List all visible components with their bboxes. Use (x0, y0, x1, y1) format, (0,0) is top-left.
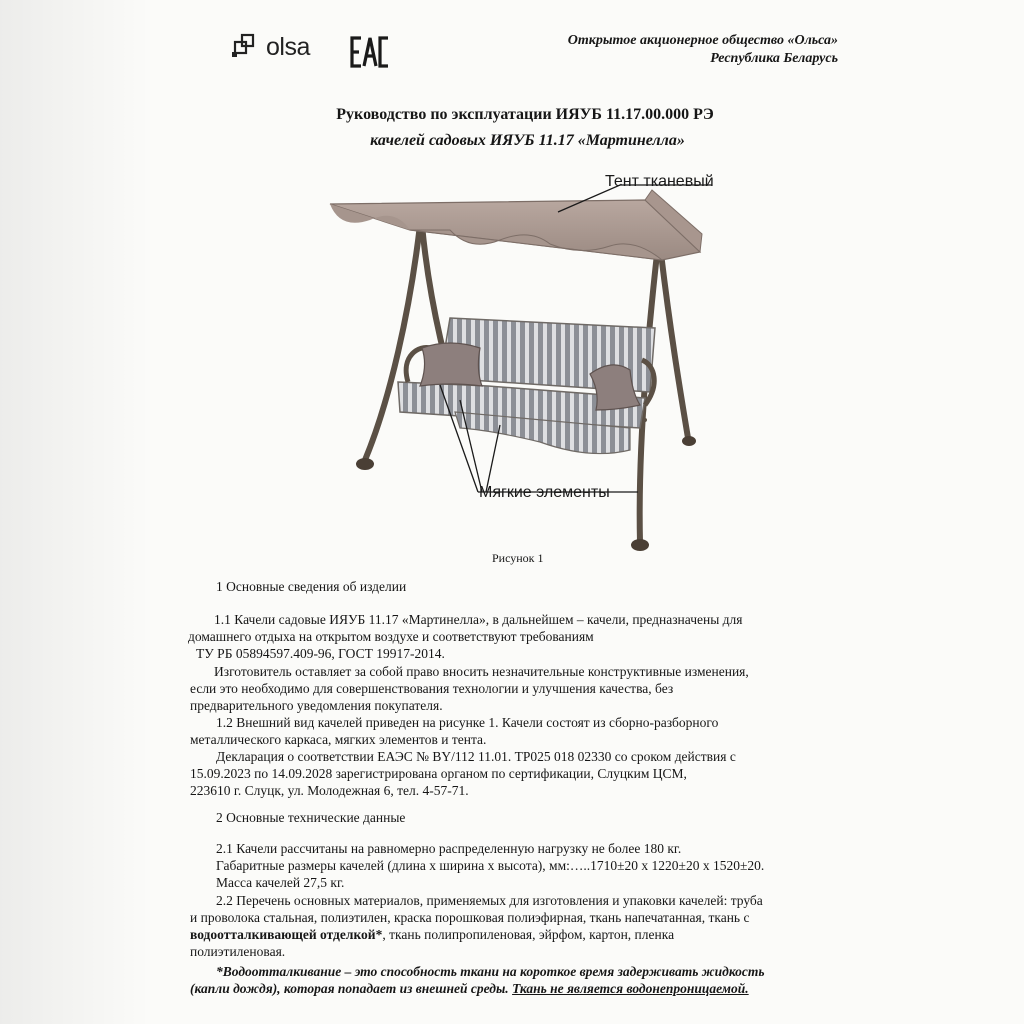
paragraph-line: 15.09.2023 по 14.09.2028 зарегистрирована органом по сертификации, Слуцким ЦСМ, (190, 766, 687, 781)
olsa-logo-text: olsa (266, 33, 310, 61)
document-subtitle: качелей садовых ИЯУБ 11.17 «Мартинелла» (370, 132, 685, 149)
paragraph-line: 223610 г. Слуцк, ул. Молодежная 6, тел. 4-57-71. (190, 783, 469, 798)
paragraph-line: 2.2 Перечень основных материалов, применяемых для изготовления и упаковки качелей: труба (216, 893, 763, 908)
paragraph-line: полиэтиленовая. (190, 944, 286, 959)
frame-foot-right (631, 539, 649, 551)
paragraph-line: Габаритные размеры качелей (длина х ширина х высота), мм:…..1710±20 х 1220±20 х 1520±20. (216, 858, 765, 873)
company-country: Республика Беларусь (710, 51, 838, 66)
paragraph-line-materials (190, 927, 674, 944)
olsa-logo-mark-icon (232, 32, 264, 60)
materials-continuation: , ткань полипропиленовая, эйрфом, картон, пленка (382, 927, 675, 942)
section-2-heading: 2 Основные технические данные (216, 810, 406, 825)
paragraph-line: предварительного уведомления покупателя. (190, 698, 443, 713)
document-title: Руководство по эксплуатации ИЯУБ 11.17.00.000 РЭ (336, 106, 714, 123)
footnote-text: (капли дождя), которая попадает из внешней среды. (190, 981, 513, 996)
eac-mark-icon (350, 36, 390, 68)
page-edge-shadow (0, 0, 150, 1024)
olsa-logo (232, 32, 327, 60)
frame-right-front-leg (640, 245, 658, 542)
paragraph-line: если это необходимо для совершенствования технологии и улучшения качества, без (190, 681, 674, 696)
left-pillow (420, 343, 482, 386)
water-repellent-term: водоотталкивающей отделкой* (190, 927, 383, 942)
frame-foot-rear (682, 436, 696, 446)
footnote-line-2 (190, 981, 749, 998)
frame-left-rear-leg (365, 225, 420, 460)
paragraph-line: домашнего отдыха на открытом воздухе и соответствуют требованиям (188, 629, 594, 644)
paragraph-line: и проволока стальная, полиэтилен, краска порошковая полиэфирная, ткань напечатанная, ткань с (190, 910, 750, 925)
paragraph-line: 2.1 Качели рассчитаны на равномерно распределенную нагрузку не более 180 кг. (216, 841, 682, 856)
figure-caption: Рисунок 1 (492, 551, 544, 565)
paragraph-line: ТУ РБ 05894597.409-96, ГОСТ 19917-2014. (196, 646, 445, 661)
frame-right-rear-leg (660, 245, 688, 438)
footnote-warning: Ткань не является водонепроницаемой. (512, 981, 749, 996)
eac-certification-mark (350, 36, 390, 68)
company-name: Открытое акционерное общество «Ольса» (567, 33, 838, 48)
section-1-heading: 1 Основные сведения об изделии (216, 579, 407, 594)
paragraph-line: металлического каркаса, мягких элементов и тента. (190, 732, 487, 747)
callout-soft-leader-3 (486, 425, 500, 492)
callout-soft-elements-label: Мягкие элементы (479, 484, 610, 501)
paragraph-line: Изготовитель оставляет за собой право вносить незначительные конструктивные изменения, (214, 664, 749, 679)
paragraph-line: Декларация о соответствии ЕАЭС № BY/112 11.01. ТР025 018 02330 со сроком действия с (216, 749, 736, 764)
paragraph-line: 1.1 Качели садовые ИЯУБ 11.17 «Мартинелла», в дальнейшем – качели, предназначены для (214, 612, 743, 627)
callout-tent-label: Тент тканевый (605, 173, 714, 190)
company-block (568, 32, 838, 68)
paragraph-line: 1.2 Внешний вид качелей приведен на рисунке 1. Качели состоят из сборно-разборного (216, 715, 719, 730)
frame-foot-left (356, 458, 374, 470)
footnote-line: *Водоотталкивание – это способность ткани на короткое время задерживать жидкость (216, 964, 765, 979)
paragraph-line: Масса качелей 27,5 кг. (216, 875, 345, 890)
